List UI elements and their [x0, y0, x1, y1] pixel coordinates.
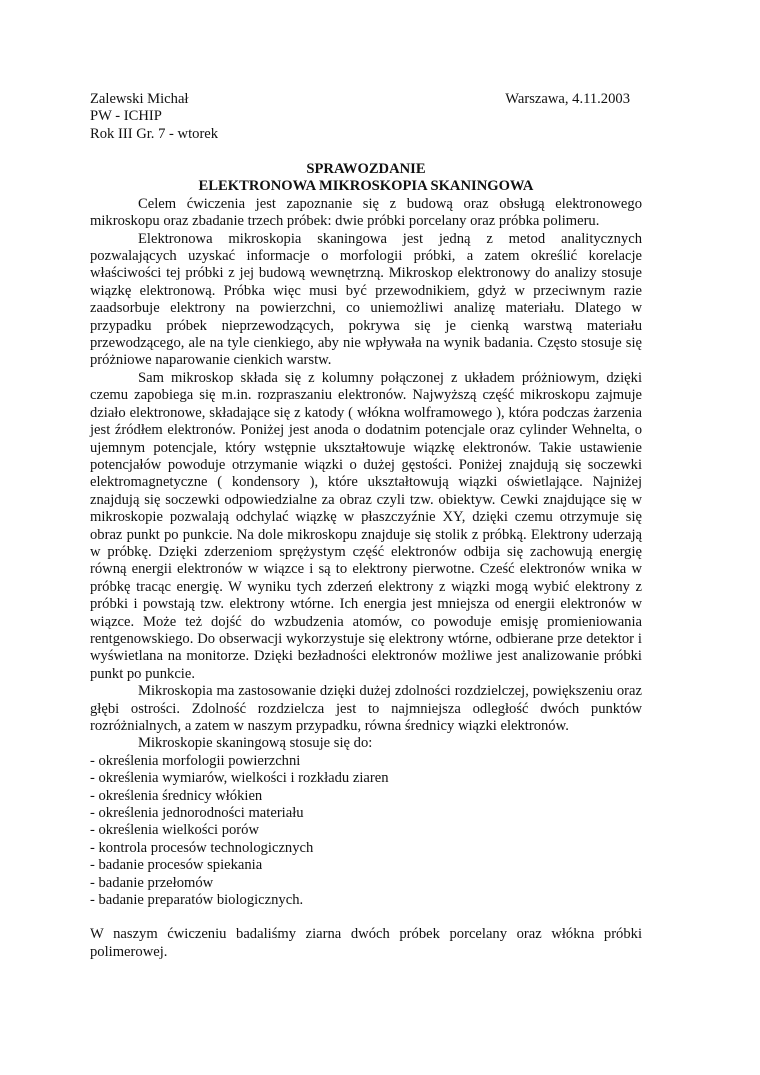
uses-list	[90, 753, 642, 910]
list-item: - badanie procesów spiekania	[90, 857, 263, 874]
document-page	[90, 91, 642, 961]
paragraph-closing: W naszym ćwiczeniu badaliśmy ziarna dwóch próbek porcelany oraz włókna próbki polimerowej.	[90, 926, 642, 960]
title-block	[90, 161, 642, 196]
institution: PW - ICHIP	[90, 108, 162, 125]
document-header	[90, 91, 642, 143]
author-name: Zalewski Michał	[90, 91, 189, 107]
blank-line	[90, 909, 642, 926]
paragraph-uses-intro: Mikroskopie skaningową stosuje się do:	[138, 735, 373, 752]
list-item: - określenia morfologii powierzchni	[90, 752, 301, 769]
list-item: - określenia jednorodności materiału	[90, 805, 304, 822]
paragraph-aim: Celem ćwiczenia jest zapoznanie się z budową oraz obsługą elektronowego mikroskopu oraz zbadanie trzech próbek: dwie próbki porcelany oraz próbka polimeru.	[90, 195, 642, 230]
list-item: - określenia wymiarów, wielkości i rozkładu ziaren	[90, 770, 389, 787]
list-item: - kontrola procesów technologicznych	[90, 839, 314, 856]
place-date: Warszawa, 4.11.2003	[505, 91, 630, 107]
list-item: - badanie przełomów	[90, 874, 214, 891]
paragraph-intro: Elektronowa mikroskopia skaningowa jest jedną z metod analitycznych pozwalających uzyskać informacje o morfologii próbki, a zatem określić korelacje właściwości tej próbki z jej budową wewnętrzną. Mikroskop elektronowy do analizy stosuje wiązkę elektronową. Próbka więc musi być przewodnikiem, gdyż w przeciwnym razie zaadsorbuje elektrony na powierzchni, co uniemożliwi analizę materiału. Dlatego w przypadku próbek nieprzewodzących, pokrywa się je cienką warstwą materiału przewodzącego, ale na tyle cienkiego, aby nie wpływała na wynik badania. Często stosuje się próżniowe naparowanie cienkich warstw.	[90, 230, 642, 369]
list-item: - badanie preparatów biologicznych.	[90, 892, 304, 909]
paragraph-resolution: Mikroskopia ma zastosowanie dzięki dużej zdolności rozdzielczej, powiększeniu oraz głębi ostrości. Zdolność rozdzielcza jest to najmniejsza odległość dwóch punktów rozróżnialnych, a zatem w naszym przypadku, równa średnicy wiązki elektronów.	[90, 683, 642, 734]
student-group: Rok III Gr. 7 - wtorek	[90, 125, 219, 142]
report-title: SPRAWOZDANIE	[306, 161, 426, 177]
report-subtitle: ELEKTRONOWA MIKROSKOPIA SKANINGOWA	[198, 178, 534, 195]
paragraph-construction: Sam mikroskop składa się z kolumny połączonej z układem próżniowym, dzięki czemu zapobiega się m.in. rozpraszaniu elektronów. Najwyższą część mikroskopu zajmuje działo elektronowe, składające się z katody ( włókna wolframowego ), która podczas żarzenia jest źródłem elektronów. Poniżej jest anoda o dodatnim potencjale oraz cylinder Wehnelta, o ujemnym potencjale, który wstępnie ukształtowuje wiązkę elektronów. Takie ustawienie potencjałów powoduje otrzymanie wiązki o dużej gęstości. Poniżej znajdują się soczewki elektromagnetyczne ( kondensory ), które ukształtowują wiązki oświetlające. Najniżej znajdują się soczewki odpowiedzialne za obraz czyli tzw. obiektyw. Cewki znajdujące się w mikroskopie pozwalają odchylać wiązkę w płaszczyźnie XY, dzięki czemu otrzymuje się obraz punkt po punkcie. Na dole mikroskopu znajduje się stolik z próbką. Elektrony uderzają w próbkę. Dzięki zderzeniom sprężystym część elektronów odbija się zachowują energię równą energii elektronów w wiązce i są to elektrony pierwotne. Cześć elektronów wnika w próbkę tracąc energię. W wyniku tych zderzeń elektrony z wiązki mogą wybić elektrony z próbki i powstają tzw. elektrony wtórne. Ich energia jest mniejsza od energii elektronów w wiązce. Może też dojść do wzbudzenia atomów, co powoduje emisję promieniowania rentgenowskiego. Do obserwacji wykorzystuje się elektrony wtórne, odbierane prze detektor i wyświetlana na monitorze. Dzięki bezładności elektronów możliwe jest analizowanie próbki punkt po punkcie.	[90, 369, 642, 682]
list-item: - określenia średnicy włókien	[90, 787, 263, 804]
list-item: - określenia wielkości porów	[90, 822, 259, 839]
